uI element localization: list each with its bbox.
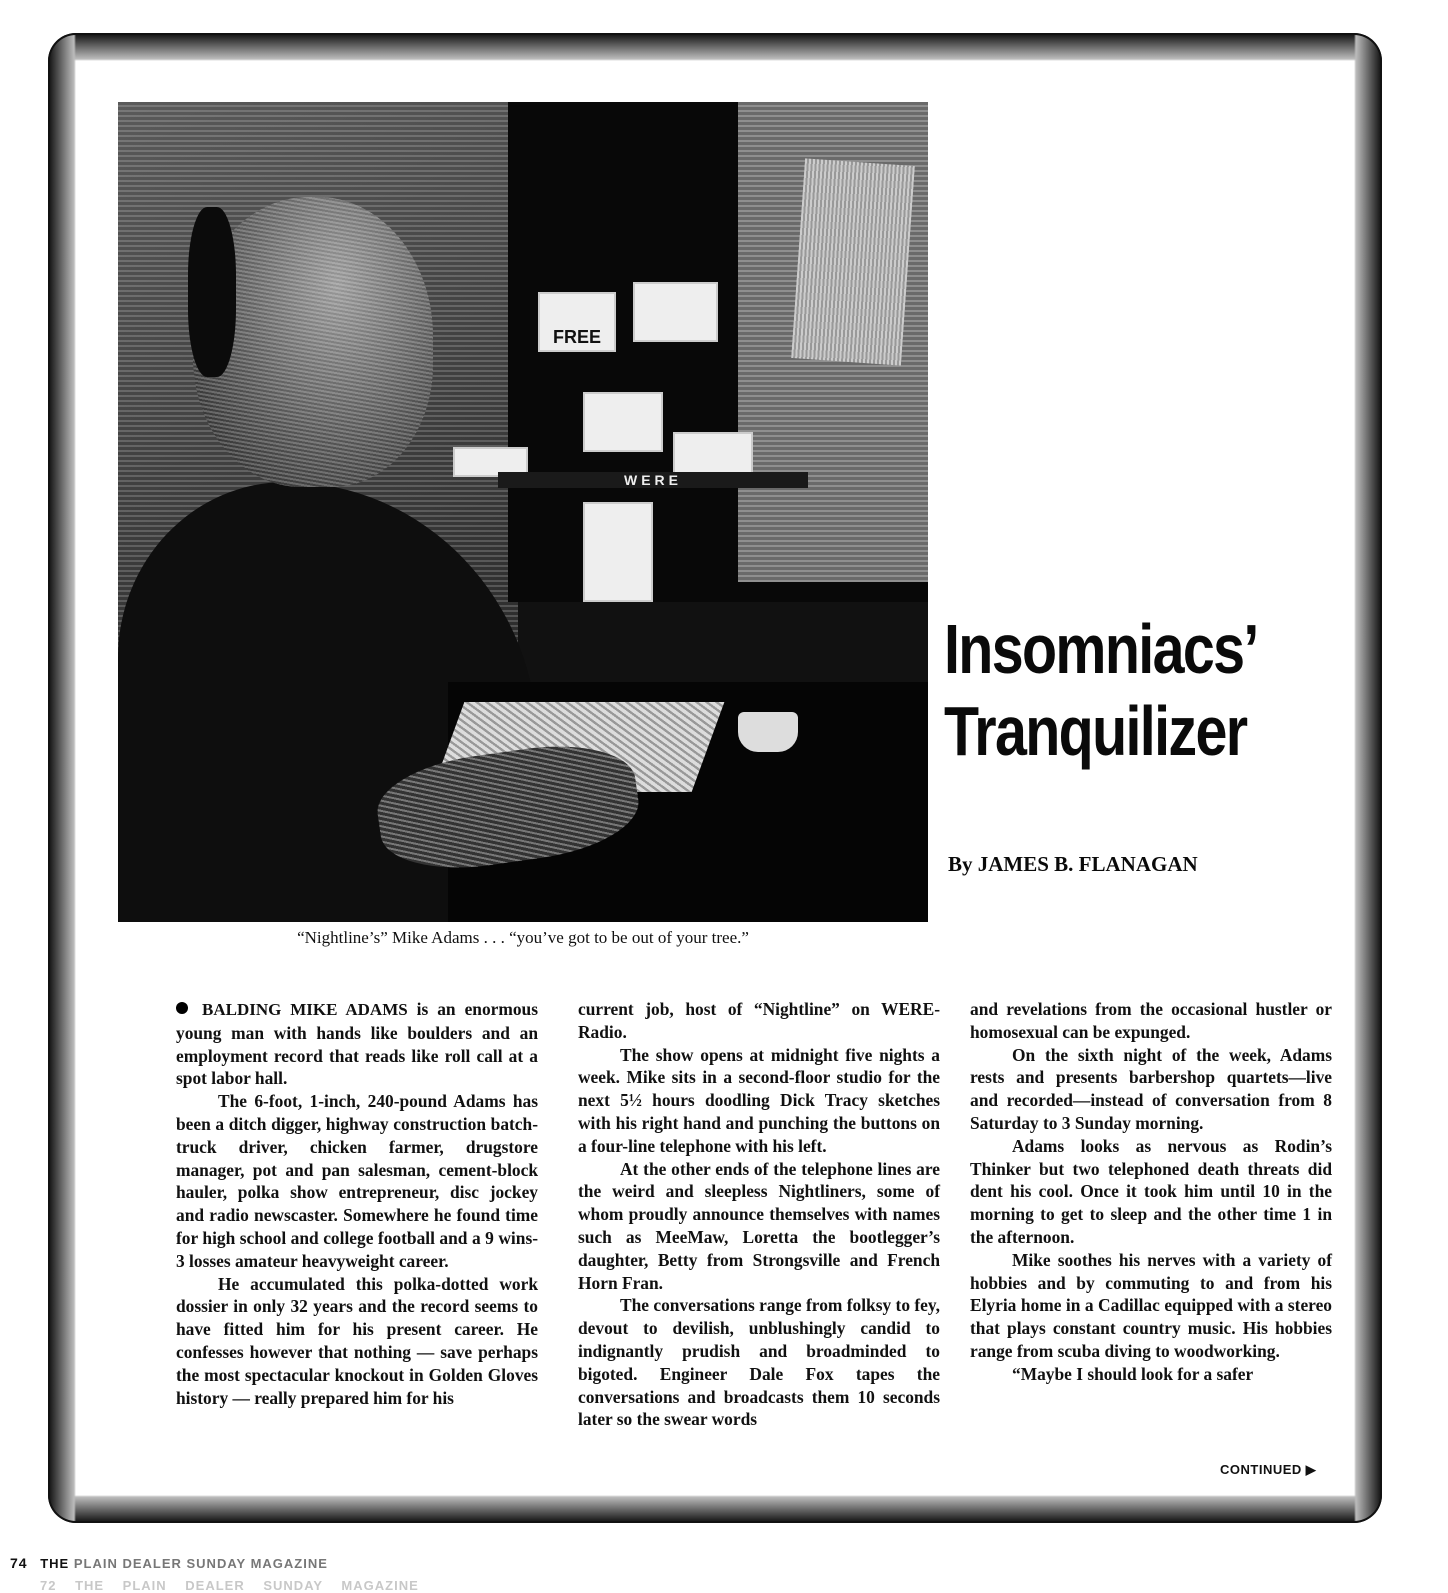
article-photo <box>118 102 928 922</box>
article-column-1 <box>176 998 538 1409</box>
photo-cup <box>738 712 798 752</box>
paragraph: The conversations range from folksy to fey, devout to devilish, unblushingly candid to indignantly prudish and broadminded to bigoted. Engineer Dale Fox tapes the conversations and broadcasts them 10 seconds later so the swear words <box>578 1295 940 1430</box>
headset-icon <box>188 207 236 377</box>
photo-window <box>791 158 915 365</box>
article-column-3 <box>970 998 1332 1386</box>
headline-line-1: Insomniacs’ <box>944 610 1258 688</box>
photo-note <box>633 282 718 342</box>
paragraph: Adams looks as nervous as Rodin’s Thinker but two telephoned death threats did dent his cool. Once it took him until 10 in the morning to get to sleep and the other time 1 in the afternoon. <box>970 1135 1332 1247</box>
byline: By JAMES B. FLANAGAN <box>948 852 1198 876</box>
paragraph: The 6-foot, 1-inch, 240-pound Adams has been a ditch digger, highway construction batch-truck driver, chicken farmer, drugstore manager, pot and pan salesman, cement-block hauler, polka show entrepreneur, disc jockey and radio newscaster. Somewhere he found time for high school and college football and a 9 wins-3 losses amateur heavyweight career. <box>176 1091 538 1271</box>
paragraph: current job, host of “Nightline” on WERE-Radio. <box>578 999 940 1042</box>
photo-note-free: FREE <box>538 292 616 352</box>
continued-link[interactable] <box>1220 1462 1316 1478</box>
paragraph: He accumulated this polka-dotted work dossier in only 32 years and the record seems to have fitted him for his present career. He confesses however that nothing — save perhaps the most spectacular knockout in Golden Gloves history — really prepared him for his <box>176 1273 538 1408</box>
paragraph: “Maybe I should look for a safer <box>1012 1363 1254 1384</box>
lead-caps: BALDING MIKE ADAMS <box>202 1000 408 1019</box>
publication-the: THE <box>40 1556 70 1571</box>
play-arrow-icon: ▶ <box>1305 1462 1317 1477</box>
headline-line-2: Tranquilizer <box>944 692 1247 770</box>
photo-note <box>583 392 663 452</box>
article-column-2 <box>578 998 940 1431</box>
paragraph-text: is an enormous young man with hands like boulders and an employment record that reads like roll call at a spot labor hall. <box>176 999 538 1089</box>
paragraph: The show opens at midnight five nights a week. Mike sits in a second-floor studio for the next 5½ hours doodling Dick Tracy sketches with his right hand and punching the buttons on a four-line telephone with his left. <box>578 1044 940 1156</box>
photo-caption: “Nightline’s” Mike Adams . . . “you’ve got to be out of your tree.” <box>297 928 749 947</box>
paragraph: At the other ends of the telephone lines are the weird and sleepless Nightliners, some of whom proudly announce themselves with names such as MeeMaw, Loretta the bootlegger’s daughter, Betty from Strongsville and French Horn Fran. <box>578 1158 940 1293</box>
paragraph: and revelations from the occasional hustler or homosexual can be expunged. <box>970 999 1332 1042</box>
page-number: 74 <box>10 1555 28 1571</box>
page-footer <box>10 1555 328 1571</box>
paragraph <box>176 998 538 1090</box>
headline <box>944 608 1256 772</box>
paragraph: On the sixth night of the week, Adams rests and presents barbershop quartets—live and recorded—instead of conversation from 8 Saturday to 3 Sunday morning. <box>970 1044 1332 1133</box>
ghost-footer: 72 THE PLAIN DEALER SUNDAY MAGAZINE <box>40 1578 419 1593</box>
photo-note <box>583 502 653 602</box>
photo-mic-label: WERE <box>498 472 808 488</box>
paragraph: Mike soothes his nerves with a variety of hobbies and by commuting to and from his Elyria home in a Cadillac equipped with a stereo that plays constant country music. His hobbies range from scuba diving to woodworking. <box>970 1249 1332 1361</box>
continued-label: CONTINUED <box>1220 1462 1302 1477</box>
publication-name: PLAIN DEALER SUNDAY MAGAZINE <box>73 1556 328 1571</box>
bullet-icon <box>176 1002 188 1014</box>
